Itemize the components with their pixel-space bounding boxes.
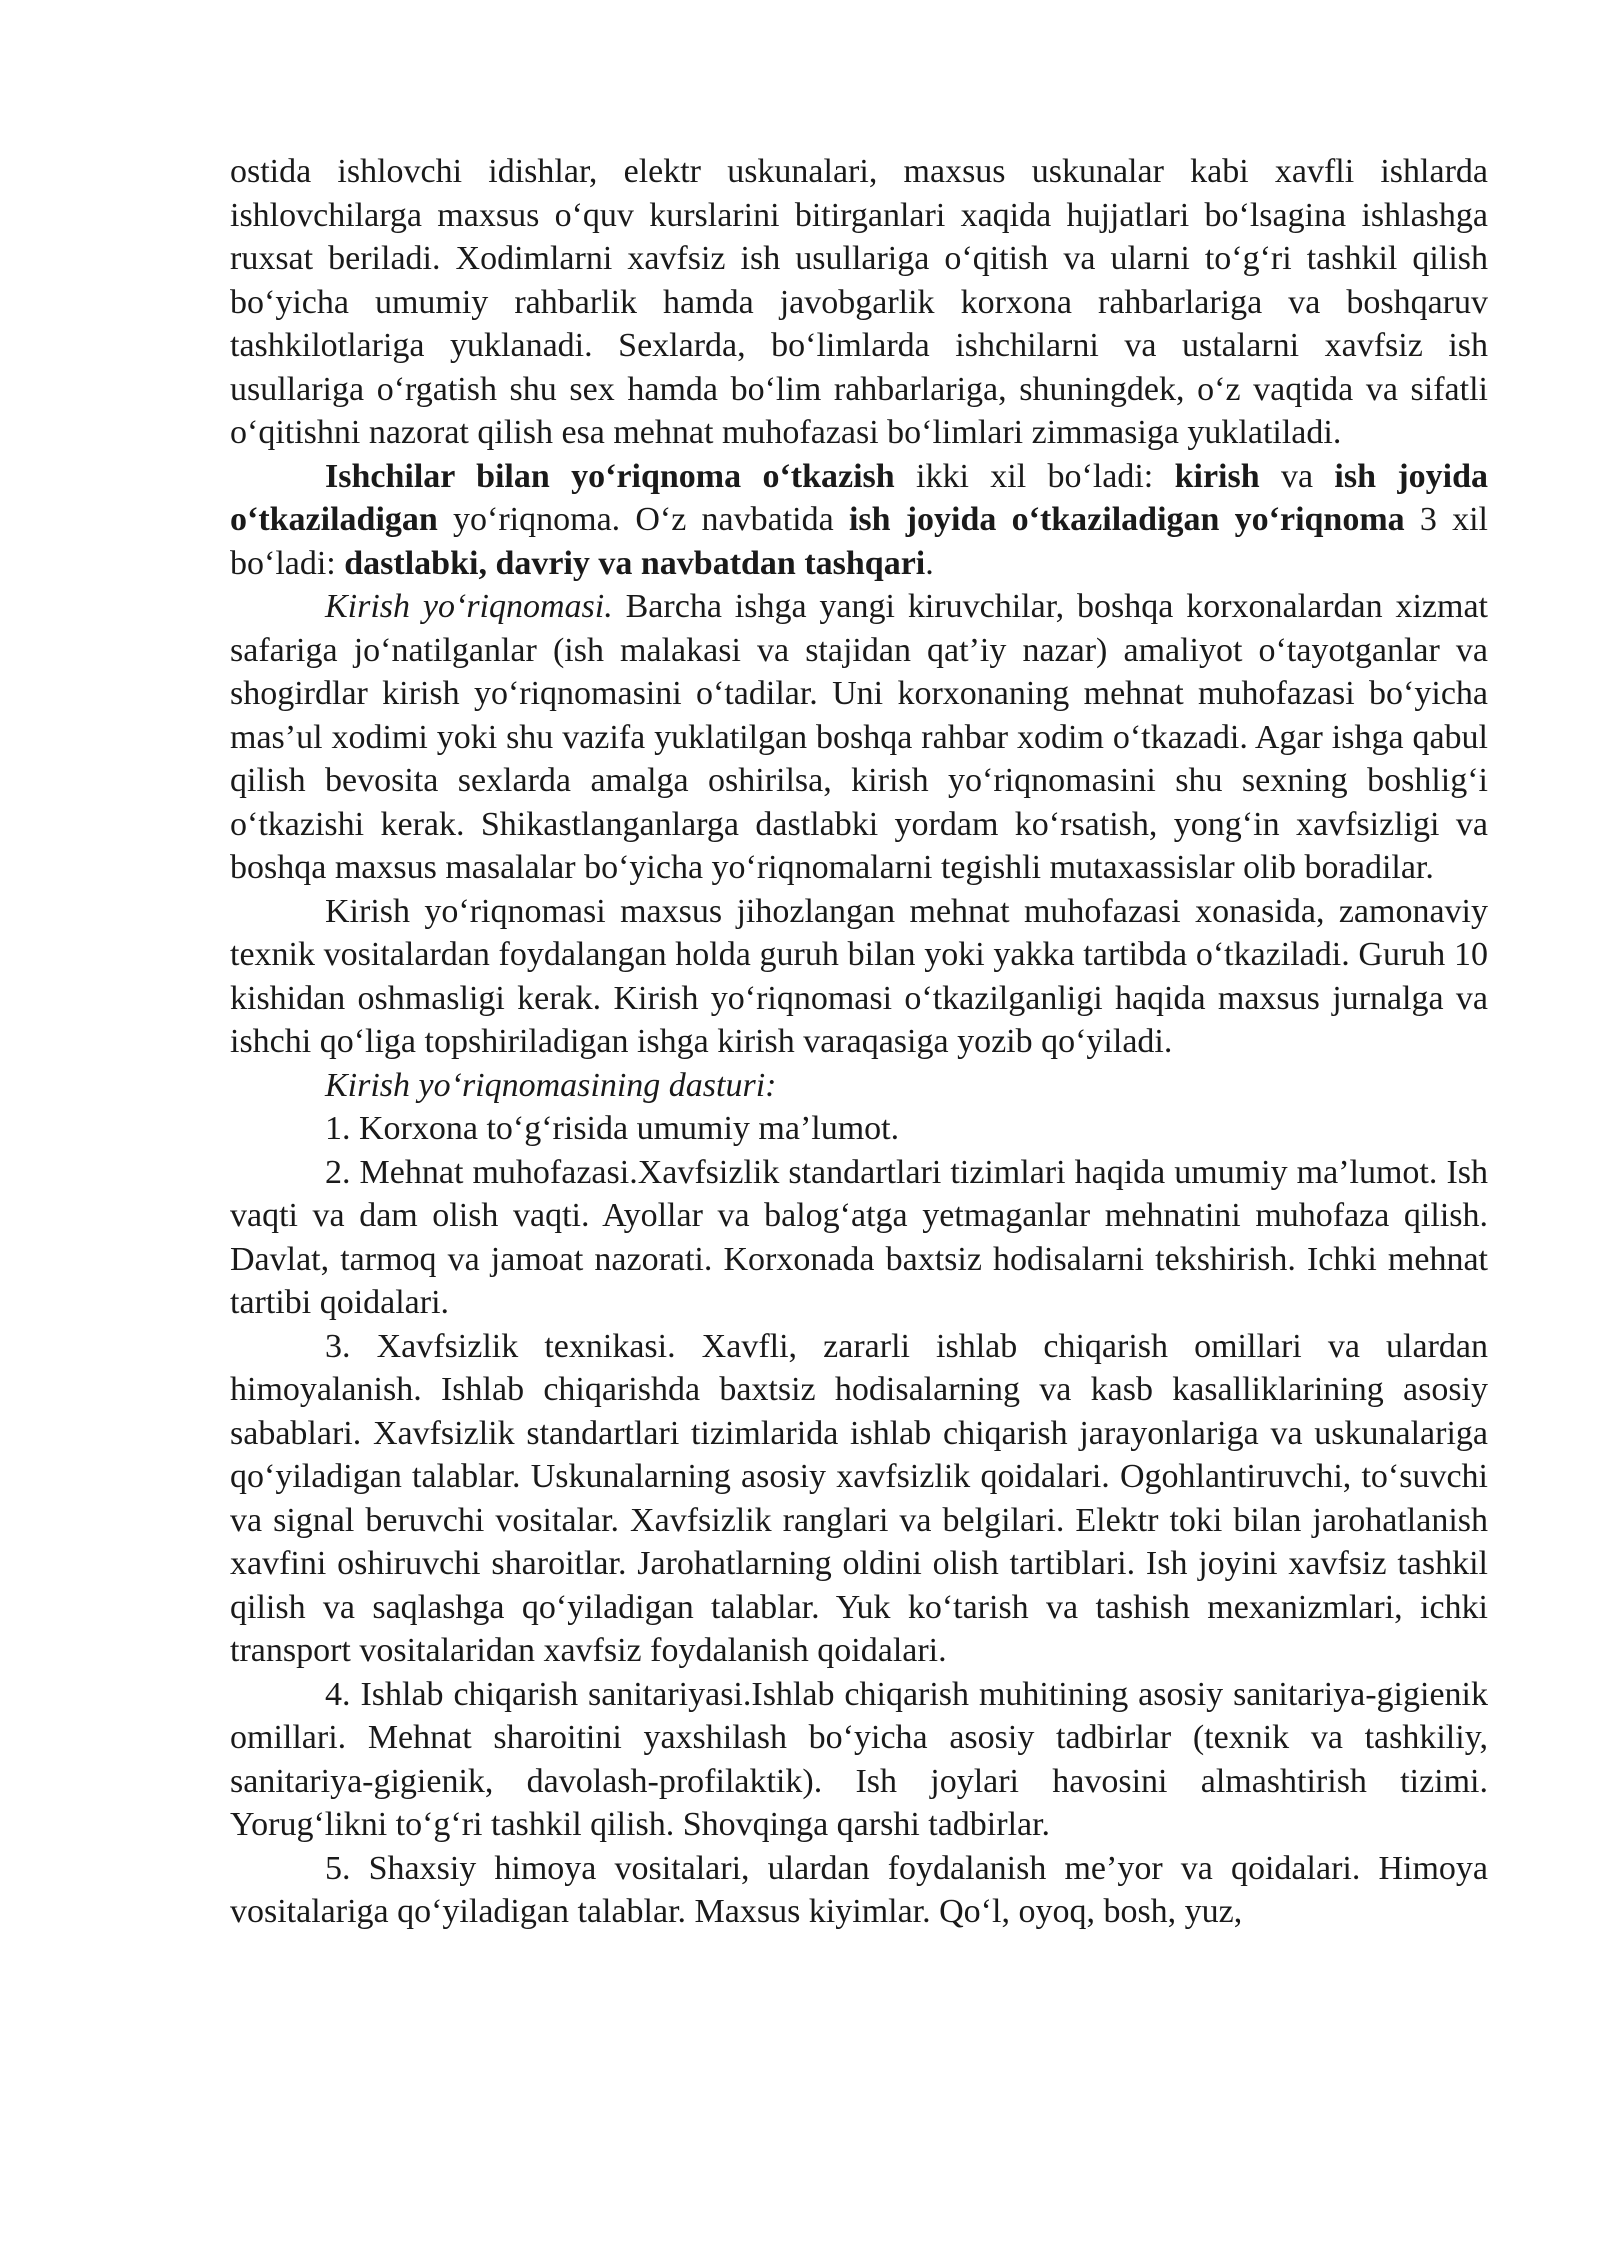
list-item-5 xyxy=(230,1847,1488,1934)
list-item-text: 2. Mehnat muhofazasi.Xavfsizlik standartlari tizimlari haqida umumiy ma’lumot. Ish vaqti va dam olish vaqti. Ayollar va balog‘atga yetmaganlar mehnatini muhofaza qilish. Davlat, tarmoq va jamoat nazorati. Korxonada baxtsiz hodisalarni tekshirish. Ichki mehnat tartibi qoidalari. xyxy=(230,1153,1488,1321)
paragraph-text: Kirish yo‘riqnomasi maxsus jihozlangan mehnat muhofazasi xonasida, zamonaviy texnik vositalardan foydalangan holda guruh bilan yoki yakka tartibda o‘tkaziladi. Guruh 10 kishidan oshmasligi kerak. Kirish yo‘riqnomasi o‘tkazilganligi haqida maxsus jurnalga va ishchi qo‘liga topshiriladigan ishga kirish varaqasiga yozib qo‘yiladi. xyxy=(230,892,1488,1060)
list-item-text: 4. Ishlab chiqarish sanitariyasi.Ishlab chiqarish muhitining asosiy sanitariya-gigienik omillari. Mehnat sharoitini yaxshilash bo‘yicha asosiy tadbirlar (texnik va tashkiliy, sanitariya-gigienik, davolash-profilaktik). Ish joylari havosini almashtirish tizimi. Yorug‘likni to‘g‘ri tashkil qilish. Shovqinga qarshi tadbirlar. xyxy=(230,1675,1488,1843)
list-item-4 xyxy=(230,1673,1488,1847)
paragraph-text: Barcha ishga yangi kiruvchilar, boshqa korxonalardan xizmat safariga jo‘natilganlar (ish malakasi va stajidan qat’iy nazar) amaliyot o‘tayotganlar va shogirdlar kirish yo‘riqnomasini o‘tadilar. Uni korxonaning mehnat muhofazasi bo‘yicha mas’ul xodimi yoki shu vazifa yuklatilgan boshqa rahbar xodim o‘tkazadi. Agar ishga qabul qilish bevosita sexlarda amalga oshirilsa, kirish yo‘riqnomasini shu sexning boshlig‘i o‘tkazishi kerak. Shikastlanganlarga dastlabki yordam ko‘rsatish, yong‘in xavfsizligi va boshqa maxsus masalalar bo‘yicha yo‘riqnomalarni tegishli mutaxassislar olib boradilar. xyxy=(230,588,1489,886)
paragraph-text: va xyxy=(1259,457,1335,495)
paragraph-0 xyxy=(230,150,1488,455)
paragraph-text: ostida ishlovchi idishlar, elektr uskunalari, maxsus uskunalar kabi xavfli ishlarda ishlovchilarga maxsus o‘quv kurslarini bitirganlari xaqida hujjatlari bo‘lsagina ishlashga ruxsat beriladi. Xodimlarni xavfsiz ish usullariga o‘qitish va ularni to‘g‘ri tashkil qilish bo‘yicha umumiy rahbarlik hamda javobgarlik korxona rahbarlariga va boshqaruv tashkilotlariga yuklanadi. Sexlarda, bo‘limlarda ishchilarni va ustalarni xavfsiz ish usullariga o‘rgatish shu sex hamda bo‘lim rahbarlariga, shuningdek, o‘z vaqtida va sifatli o‘qitishni nazorat qilish esa mehnat muhofazasi bo‘limlari zimmasiga yuklatiladi. xyxy=(230,153,1488,451)
paragraph-4 xyxy=(230,1064,1488,1108)
bold-term: ish joyida o‘tkaziladigan yo‘riqnoma xyxy=(848,501,1405,538)
document-page xyxy=(230,150,1488,1934)
list-item-2 xyxy=(230,1151,1488,1325)
bold-term: ish joyida o‘tkaziladigan xyxy=(230,457,1489,538)
paragraph-text: 3 xil bo‘ladi: xyxy=(230,501,1488,582)
list-item-3 xyxy=(230,1325,1488,1673)
bold-term: dastlabki, davriy va navbatdan tashqari xyxy=(344,544,926,582)
list-item-text: 3. Xavfsizlik texnikasi. Xavfli, zararli ishlab chiqarish omillari va ulardan himoyalanish. Ishlab chiqarishda baxtsiz hodisalarning va kasb kasalliklarining asosiy sabablari. Xavfsizlik standartlari tizimlarida ishlab chiqarish jarayonlariga va uskunalariga qo‘yiladigan talablar. Uskunalarning asosiy xavfsizlik qoidalari. Ogohlantiruvchi, to‘suvchi va signal beruvchi vositalar. Xavfsizlik ranglari va belgilari. Elektr toki bilan jarohatlanish xavfini oshiruvchi sharoitlar. Jarohatlarning oldini olish tartiblari. Ish joyini xavfsiz tashkil qilish va saqlashga qo‘yiladigan talablar. Yuk ko‘tarish va tashish mexanizmlari, ichki transport vositalaridan xavfsiz foydalanish qoidalari. xyxy=(230,1327,1488,1669)
list-item-text: 5. Shaxsiy himoya vositalari, ulardan foydalanish me’yor va qoidalari. Himoya vositalariga qo‘yiladigan talablar. Maxsus kiyimlar. Qo‘l, oyoq, bosh, yuz, xyxy=(230,1849,1488,1930)
paragraph-text: . xyxy=(925,544,934,582)
italic-heading: Kirish yo‘riqnomasi. xyxy=(325,588,613,625)
paragraph-3 xyxy=(230,890,1488,1064)
paragraph-2 xyxy=(230,585,1488,890)
bold-term: kirish xyxy=(1174,457,1260,495)
paragraph-text: ikki xil bo‘ladi: xyxy=(894,457,1175,495)
bold-term: Ishchilar bilan yo‘riqnoma o‘tkazish xyxy=(325,457,895,495)
paragraph-text: yo‘riqnoma. O‘z navbatida xyxy=(437,501,849,538)
list-item-text: 1. Korxona to‘g‘risida umumiy ma’lumot. xyxy=(325,1110,900,1147)
list-item-1 xyxy=(230,1107,1488,1151)
italic-heading: Kirish yo‘riqnomasining dasturi: xyxy=(325,1066,777,1104)
paragraph-1 xyxy=(230,455,1488,586)
